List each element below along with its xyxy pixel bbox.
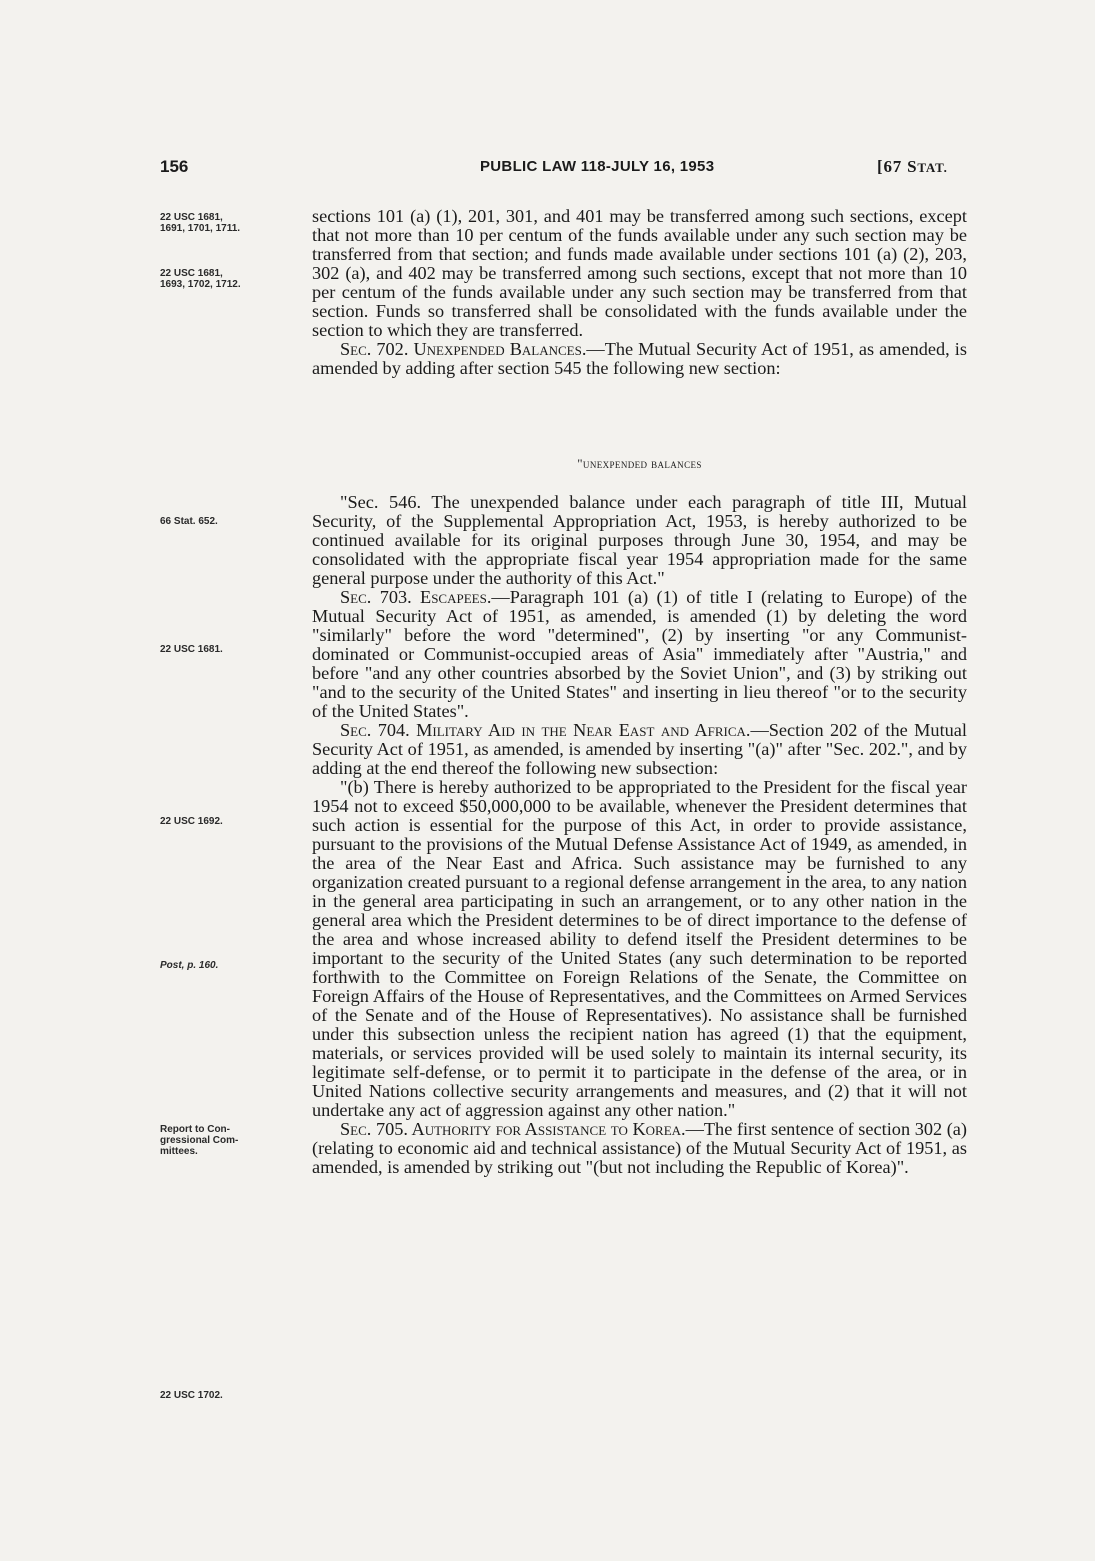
section-704-subsection-b: "(b) There is hereby authorized to be appropriated to the President for the fiscal year 1954 not to exceed $50,000,000 to be available, whenever the President determines that such action is essential for the purpose of this Act, in order to provide assistance, pursuant to the provisions of the Mutual Defense Assistance Act of 1949, as amended, in the area of the Near East and Africa. Such assistance may be furnished to any organization created pursuant to a regional defense arrangement in the area, to any nation in the general area participating in such an arrangement, or to any other nation in the general area which the President determines to be of direct importance to the defense of the area and whose increased ability to defend itself the President determines to be important to the security of the United States (any such determination to be reported forthwith to the Committee on Foreign Relations of the Senate, the Committee on Foreign Affairs of the House of Representatives, and the Committees on Armed Services of the Senate and of the House of Representatives). No assistance shall be furnished under this subsection unless the recipient nation has agreed (1) that the equipment, materials, or services provided will be used solely to maintain its internal security, its legitimate self-defense, or to permit it to participate in the defense of the area, or in United Nations collective security arrangements and measures, and (2) that it will not undertake any act of aggression against any other nation." [312, 777, 967, 1120]
page-header [0, 157, 1095, 181]
section-546: "Sec. 546. The unexpended balance under each paragraph of title III, Mutual Security, of the Supplemental Appropriation Act, 1953, is hereby authorized to be continued available for its original purposes through June 30, 1954, and may be consolidated with the appropriate fiscal year 1954 appropriation made for the same general purpose under the authority of this Act." [312, 492, 967, 588]
margin-citation-stat [160, 516, 300, 527]
statute-reference [877, 157, 948, 177]
margin-line: gressional Com- [160, 1135, 239, 1146]
body-text-part-2 [312, 493, 967, 1177]
section-704 [312, 721, 967, 778]
section-703-text: —Paragraph 101 (a) (1) of title I (relating to Europe) of the Mutual Security Act of 1951, as amended, is amended (1) by deleting the word "similarly" before the word "determined", (2) by inserting "or any Communist-dominated or Communist-occupied areas of Asia" immediately after "Austria," and before "and any other countries absorbed by the Soviet Union", and (3) by striking out "and to the security of the United States" and inserting in lieu thereof "or to the security of the United States". [312, 587, 967, 721]
section-705-text: —The first sentence of section 302 (a) (relating to economic aid and technical assistance) of the Mutual Security Act of 1951, as amended, is amended by striking out "(but not including the Republic of Korea)". [312, 1119, 967, 1177]
section-703 [312, 588, 967, 721]
section-704-text: —Section 202 of the Mutual Security Act of 1951, as amended, is amended by inserting "(a)" after "Sec. 202.", and by adding at the end thereof the following new subsection: [312, 720, 967, 778]
margin-citation-post [160, 960, 300, 971]
margin-citation-usc-1 [160, 212, 300, 234]
margin-line: mittees. [160, 1146, 198, 1157]
section-702-heading: Sec. 702. Unexpended Balances. [340, 339, 587, 359]
margin-note-report [160, 1124, 300, 1157]
section-705-heading: Sec. 705. Authority for Assistance to Korea. [340, 1119, 686, 1139]
margin-line: 22 USC 1681. [160, 644, 223, 655]
margin-line: 22 USC 1681, [160, 212, 223, 223]
section-704-heading: Sec. 704. Military Aid in the Near East and Africa. [340, 720, 751, 740]
margin-line: 22 USC 1692. [160, 816, 223, 827]
statute-reference-prefix: [67 S [877, 157, 918, 176]
paragraph-transfer-of-funds: sections 101 (a) (1), 201, 301, and 401 may be transferred among such sections, except that not more than 10 per centum of the funds available under any such section may be transferred from that section; and funds made available under sections 101 (a) (2), 203, 302 (a), and 402 may be transferred among such sections, except that not more than 10 per centum of the funds available under any such section may be transferred from that section. Funds so transferred shall be consolidated with the funds available under the section to which they are transferred. [312, 206, 967, 340]
body-text-part-1 [312, 207, 967, 378]
section-703-heading: Sec. 703. Escapees. [340, 587, 492, 607]
margin-line: Post, p. 160. [160, 960, 219, 971]
section-702 [312, 340, 967, 378]
margin-line: Report to Con- [160, 1124, 230, 1135]
margin-line: 1693, 1702, 1712. [160, 279, 241, 290]
margin-line: 1691, 1701, 1711. [160, 223, 241, 234]
statute-reference-suffix: TAT. [917, 160, 948, 175]
margin-line: 22 USC 1681, [160, 268, 223, 279]
margin-citation-usc-2 [160, 268, 300, 290]
margin-line: 66 Stat. 652. [160, 516, 218, 527]
section-caption: "unexpended balances [577, 456, 702, 471]
margin-citation-usc-1681 [160, 644, 300, 655]
section-702-text: —The Mutual Security Act of 1951, as amended, is amended by adding after section 545 the following new section: [312, 339, 967, 378]
section-705 [312, 1120, 967, 1177]
running-title: PUBLIC LAW 118-JULY 16, 1953 [480, 158, 715, 175]
margin-citation-usc-1692 [160, 816, 300, 827]
page-number: 156 [160, 157, 189, 176]
margin-line: 22 USC 1702. [160, 1390, 223, 1401]
margin-citation-usc-1702 [160, 1390, 300, 1401]
